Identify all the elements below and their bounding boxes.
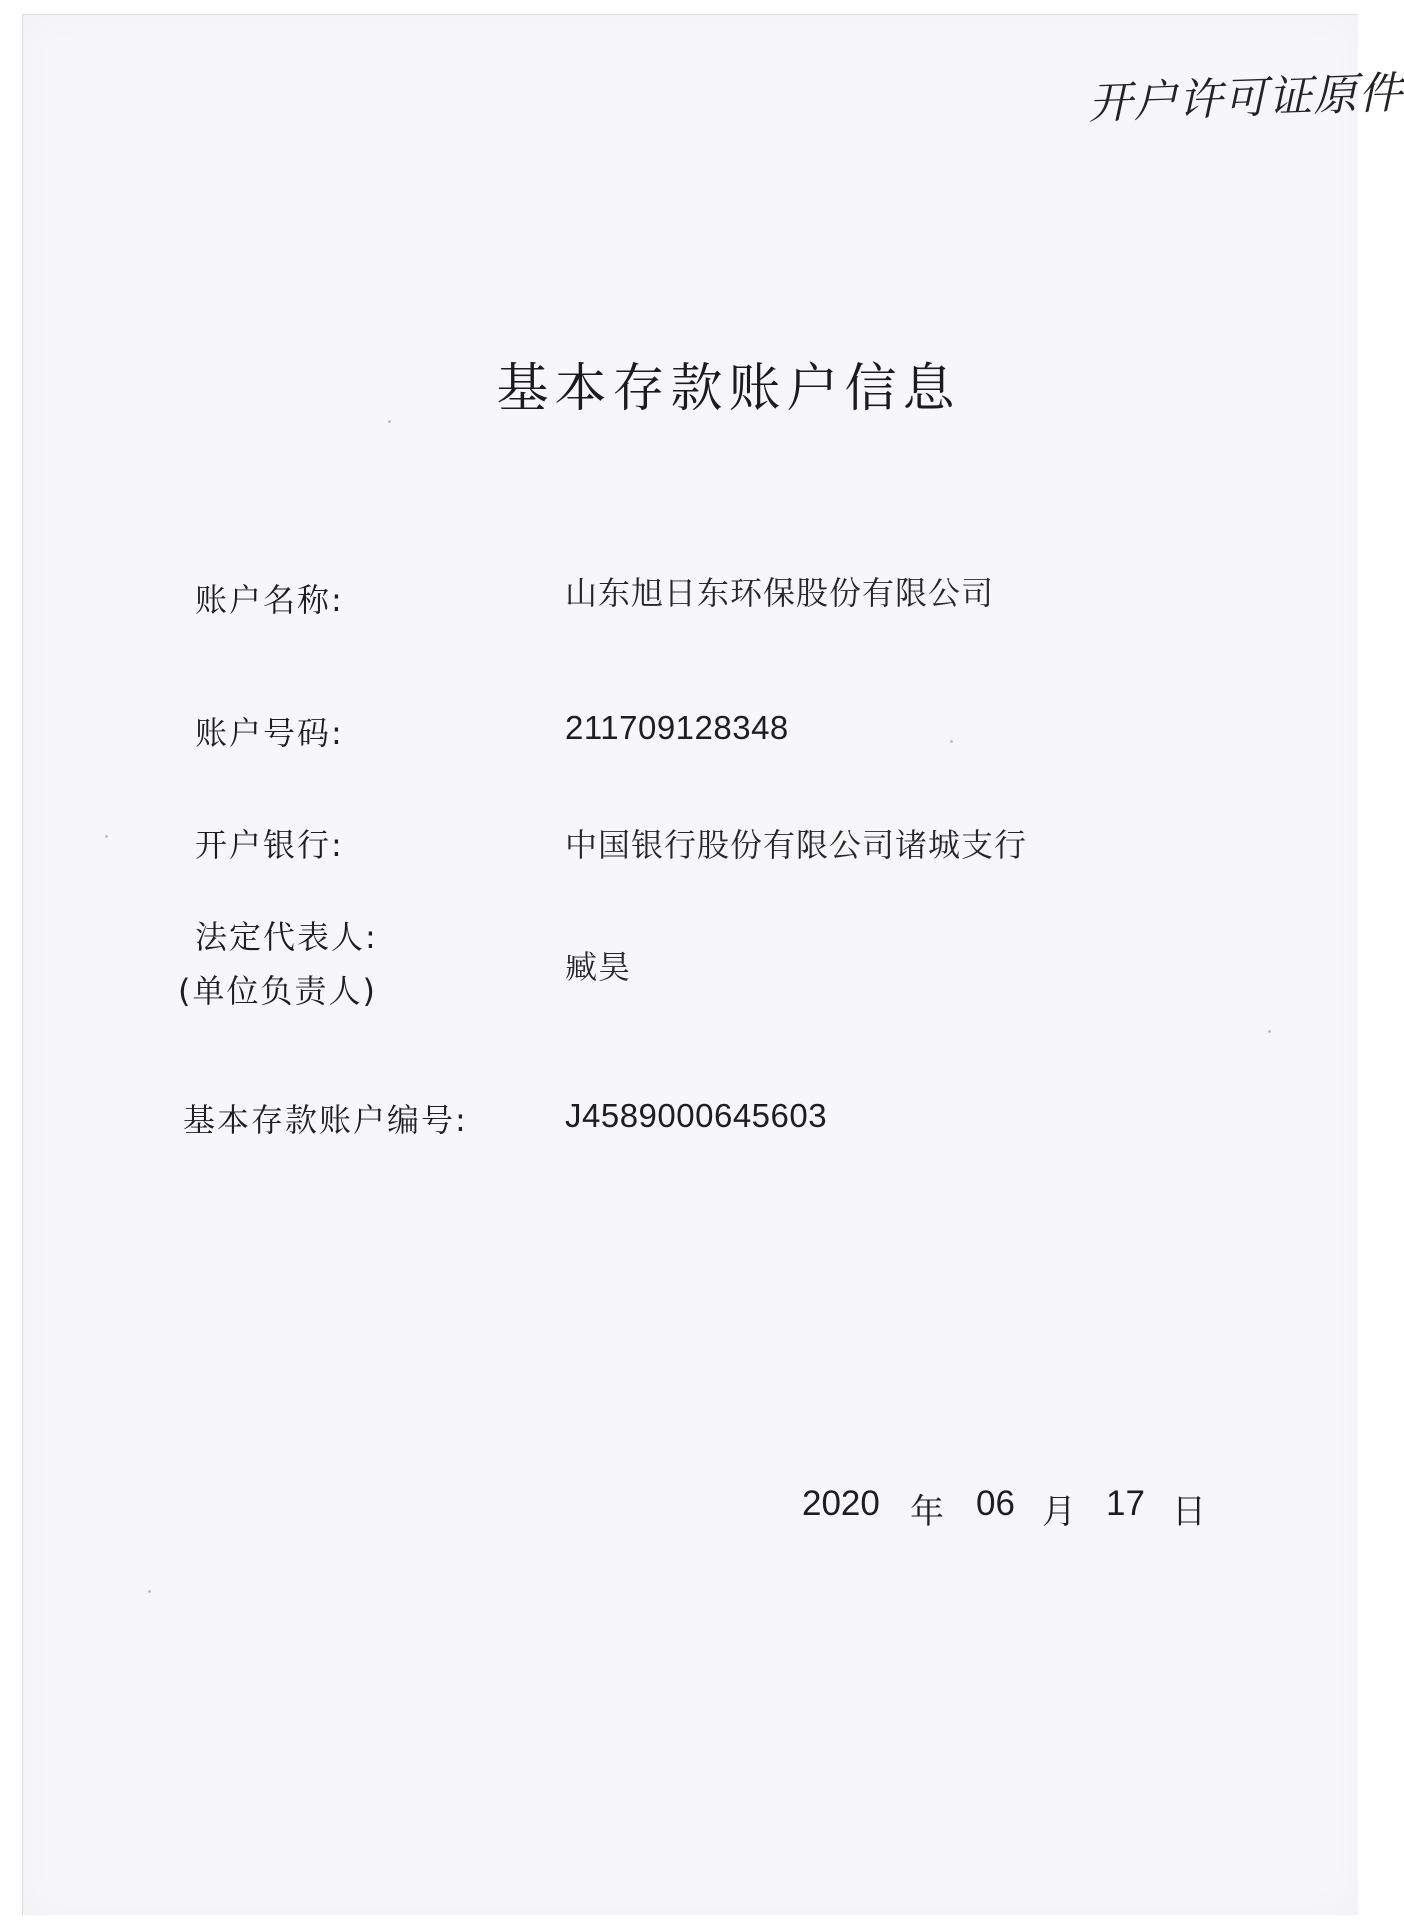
legal-representative-label: 法定代表人:: [195, 918, 378, 956]
responsible-person-label: (单位负责人): [178, 972, 377, 1010]
date-year: 2020: [802, 1484, 880, 1523]
scan-speck: [105, 835, 108, 838]
bank-value: 中国银行股份有限公司诸城支行: [565, 826, 1028, 864]
legal-representative-value: 臧昊: [565, 948, 632, 986]
handwritten-note: 开户许可证原件: [1087, 67, 1404, 130]
bank-label: 开户银行:: [195, 826, 344, 864]
document-title: 基本存款账户信息: [496, 359, 961, 419]
date-month: 06: [976, 1484, 1015, 1523]
scan-speck: [148, 1590, 151, 1593]
account-number-label: 账户号码:: [195, 714, 344, 752]
date-day-unit: 日: [1172, 1492, 1206, 1532]
scan-speck: [950, 740, 953, 743]
account-name-value: 山东旭日东环保股份有限公司: [565, 574, 995, 612]
scanned-page: [22, 14, 1358, 1915]
account-name-label: 账户名称:: [195, 581, 344, 619]
date-month-unit: 月: [1042, 1492, 1076, 1532]
date-day: 17: [1106, 1484, 1145, 1523]
account-number-value: 211709128348: [565, 709, 789, 746]
basic-account-id-value: J4589000645603: [565, 1097, 828, 1134]
date-year-unit: 年: [910, 1492, 944, 1532]
scan-speck: [1268, 1030, 1271, 1033]
basic-account-id-label: 基本存款账户编号:: [183, 1101, 468, 1139]
